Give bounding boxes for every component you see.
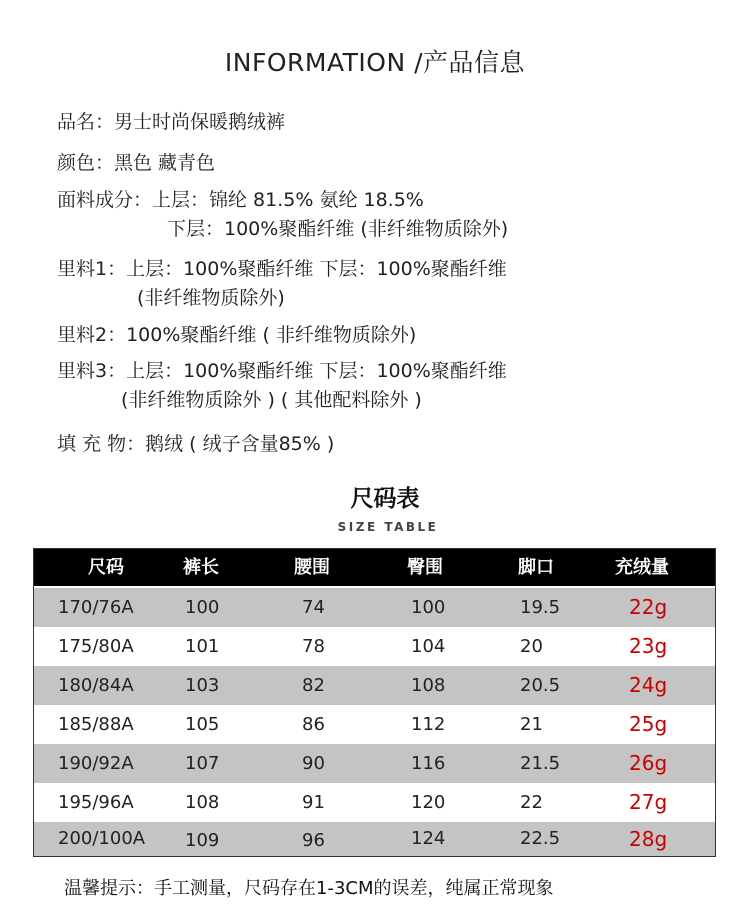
- size-table-title: 尺码表: [350, 486, 420, 512]
- cell-size: 175/80A: [58, 636, 134, 657]
- cell-hip: 104: [411, 636, 446, 657]
- header-size: 尺码: [88, 557, 124, 578]
- product-name: 品名：男士时尚保暖鹅绒裤: [57, 111, 286, 133]
- cell-hem: 22: [520, 792, 543, 813]
- cell-hem: 21: [520, 714, 543, 735]
- table-header: [34, 549, 715, 586]
- cell-waist: 78: [302, 636, 325, 657]
- cell-waist: 86: [302, 714, 325, 735]
- cell-waist: 90: [302, 753, 325, 774]
- header-waist: 腰围: [294, 557, 330, 578]
- cell-length: 108: [185, 792, 220, 813]
- table-row: [34, 783, 715, 822]
- size-table-subtitle: SIZE TABLE: [337, 520, 439, 534]
- fabric-composition-lower: 下层：100%聚酯纤维 (非纤维物质除外): [167, 218, 509, 240]
- cell-hip: 108: [411, 675, 446, 696]
- table-row: [34, 822, 715, 856]
- cell-size: 190/92A: [58, 753, 134, 774]
- lining-2: 里料2：100%聚酯纤维 ( 非纤维物质除外): [57, 324, 417, 346]
- header-fill: 充绒量: [615, 557, 669, 578]
- cell-size: 200/100A: [58, 828, 146, 849]
- cell-size: 185/88A: [58, 714, 134, 735]
- lining-1: 里料1：上层：100%聚酯纤维 下层：100%聚酯纤维: [57, 258, 507, 280]
- cell-hem: 22.5: [520, 828, 561, 849]
- page-title: INFORMATION /产品信息: [224, 48, 526, 77]
- cell-fill: 22g: [629, 595, 668, 619]
- cell-fill: 25g: [629, 712, 668, 736]
- header-hem: 脚口: [518, 557, 554, 578]
- cell-hip: 124: [411, 828, 446, 849]
- cell-waist: 74: [302, 597, 325, 618]
- cell-length: 105: [185, 714, 220, 735]
- cell-fill: 24g: [629, 673, 668, 697]
- size-table: [33, 548, 716, 857]
- table-row: [34, 588, 715, 627]
- lining-3-note: (非纤维物质除外 ) ( 其他配料除外 ): [121, 389, 422, 411]
- cell-hem: 20: [520, 636, 543, 657]
- table-row: [34, 666, 715, 705]
- cell-size: 195/96A: [58, 792, 134, 813]
- cell-fill: 23g: [629, 634, 668, 658]
- cell-hem: 20.5: [520, 675, 561, 696]
- cell-hem: 19.5: [520, 597, 561, 618]
- cell-length: 100: [185, 597, 220, 618]
- cell-length: 101: [185, 636, 220, 657]
- cell-waist: 96: [302, 830, 325, 851]
- cell-hip: 116: [411, 753, 446, 774]
- header-length: 裤长: [183, 557, 219, 578]
- lining-3: 里料3：上层：100%聚酯纤维 下层：100%聚酯纤维: [57, 360, 507, 382]
- cell-fill: 28g: [629, 827, 668, 851]
- cell-hip: 120: [411, 792, 446, 813]
- table-row: [34, 705, 715, 744]
- product-color: 颜色：黑色 藏青色: [57, 152, 216, 174]
- header-hip: 臀围: [407, 557, 443, 578]
- cell-length: 103: [185, 675, 220, 696]
- filling: 填 充 物：鹅绒 ( 绒子含量85% ): [57, 433, 335, 455]
- cell-waist: 82: [302, 675, 325, 696]
- table-row: [34, 627, 715, 666]
- cell-hem: 21.5: [520, 753, 561, 774]
- cell-hip: 112: [411, 714, 446, 735]
- cell-size: 180/84A: [58, 675, 134, 696]
- cell-size: 170/76A: [58, 597, 134, 618]
- cell-length: 107: [185, 753, 220, 774]
- cell-length: 109: [185, 830, 220, 851]
- cell-fill: 27g: [629, 790, 668, 814]
- table-row: [34, 744, 715, 783]
- lining-1-note: (非纤维物质除外): [137, 287, 285, 309]
- cell-waist: 91: [302, 792, 325, 813]
- cell-fill: 26g: [629, 751, 668, 775]
- fabric-composition: 面料成分：上层：锦纶 81.5% 氨纶 18.5%: [57, 189, 424, 211]
- cell-hip: 100: [411, 597, 446, 618]
- measurement-note: 温馨提示：手工测量，尺码存在1-3CM的误差，纯属正常现象: [64, 878, 554, 899]
